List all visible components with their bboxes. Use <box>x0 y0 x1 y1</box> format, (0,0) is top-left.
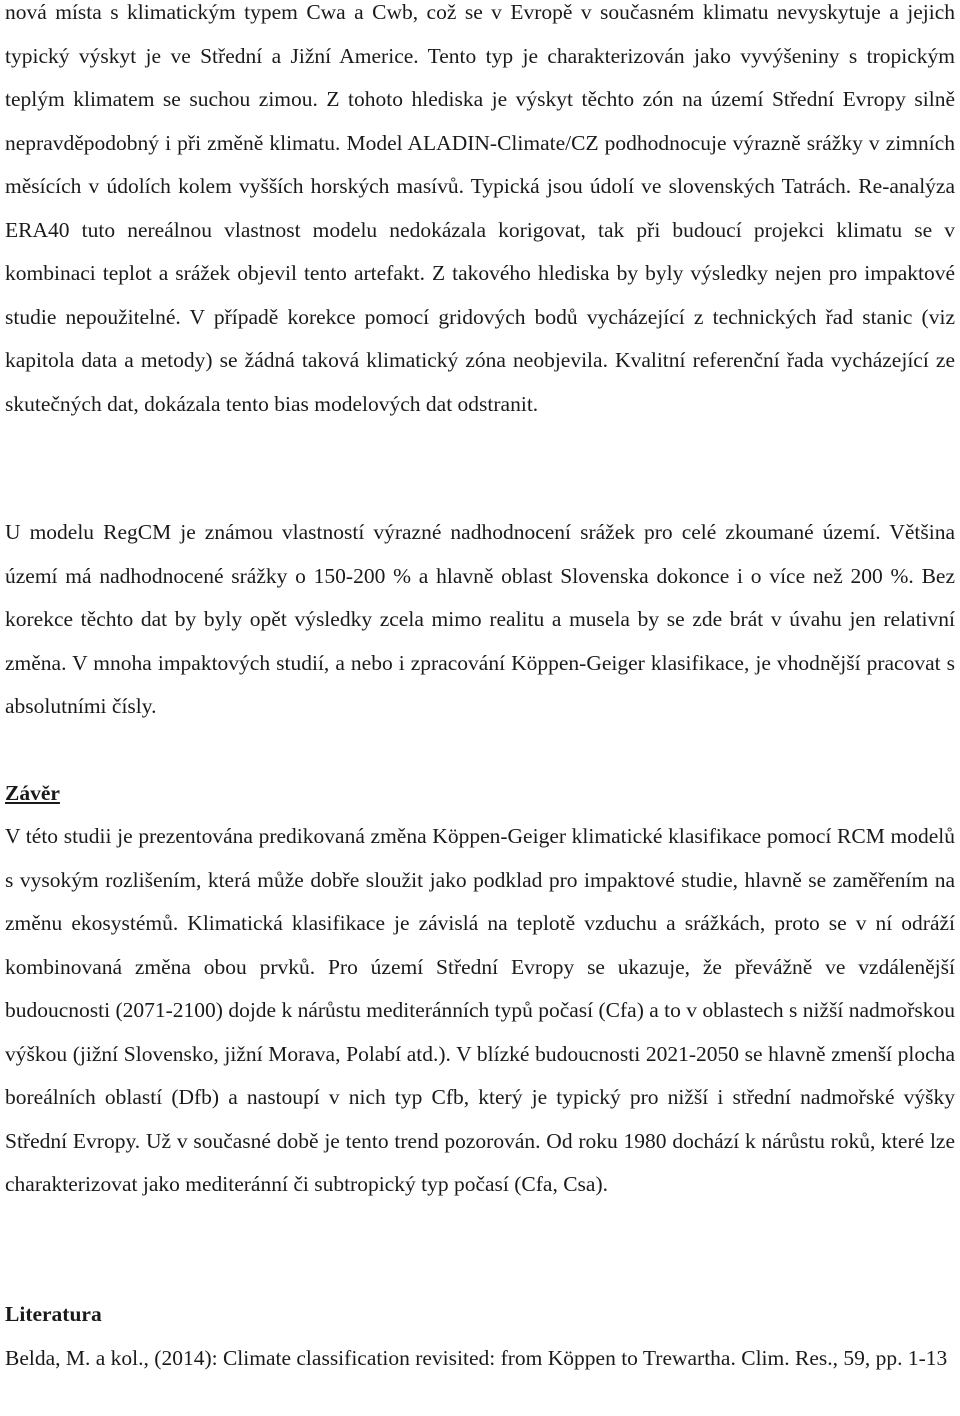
paragraph-conclusion: V této studii je prezentována predikovaná změna Köppen-Geiger klimatické klasifikace pomocí RCM modelů s vysokým rozlišením, která může dobře sloužit jako podklad pro impaktové studie, hlavně se zaměřením na změnu ekosystémů. Klimatická klasifikace je závislá na teplotě vzduchu a srážkách, proto se v ní odráží kombinovaná změna obou prvků. Pro území Střední Evropy se ukazuje, že převážně ve vzdálenější budoucnosti (2071-2100) dojde k nárůstu mediteránních typů počasí (Cfa) a to v oblastech s nižší nadmořskou výškou (jižní Slovensko, jižní Morava, Polabí atd.). V blízké budoucnosti 2021-2050 se hlavně zmenší plocha boreálních oblastí (Dfb) a nastoupí v nich typ Cfb, který je typický pro nižší i střední nadmořské výšky Střední Evropy. Už v současné době je tento trend pozorován. Od roku 1980 dochází k nárůstu roků, které lze charakterizovat jako mediteránní či subtropický typ počasí (Cfa, Csa). <box>5 824 955 1196</box>
heading-literature: Literatura <box>5 1302 102 1326</box>
paragraph-regcm: U modelu RegCM je známou vlastností výrazné nadhodnocení srážek pro celé zkoumané území. Většina území má nadhodnocené srážky o 150-200 % a hlavně oblast Slovenska dokonce i o více než 200 %. Bez korekce těchto dat by byly opět výsledky zcela mimo realitu a musela by se zde brát v úvahu jen relativní změna. V mnoha impaktových studií, a nebo i zpracování Köppen-Geiger klasifikace, je vhodnější pracovat s absolutními čísly. <box>5 520 955 718</box>
heading-conclusion: Závěr <box>5 781 60 805</box>
paragraph-climate-zones: nová místa s klimatickým typem Cwa a Cwb, což se v Evropě v současném klimatu nevyskytuje a jejich typický výskyt je ve Střední a Jižní Americe. Tento typ je charakterizován jako vyvýšeniny s tropickým teplým klimatem se suchou zimou. Z tohoto hlediska je výskyt těchto zón na území Střední Evropy silně nepravděpodobný i při změně klimatu. Model ALADIN-Climate/CZ podhodnocuje výrazně srážky v zimních měsících v údolích kolem vyšších horských masívů. Typická jsou údolí ve slovenských Tatrách. Re-analýza ERA40 tuto nereálnou vlastnost modelu nedokázala korigovat, tak při budoucí projekci klimatu se v kombinaci teplot a srážek objevil tento artefakt. Z takového hlediska by byly výsledky nejen pro impaktové studie nepoužitelné. V případě korekce pomocí gridových bodů vycházející z technických řad stanic (viz kapitola data a metody) se žádná taková klimatický zóna neobjevila. Kvalitní referenční řada vycházející ze skutečných dat, dokázala tento bias modelových dat odstranit. <box>5 0 955 416</box>
reference-entry: Belda, M. a kol., (2014): Climate classification revisited: from Köppen to Trewartha. Clim. Res., 59, pp. 1-13 <box>5 1346 948 1370</box>
